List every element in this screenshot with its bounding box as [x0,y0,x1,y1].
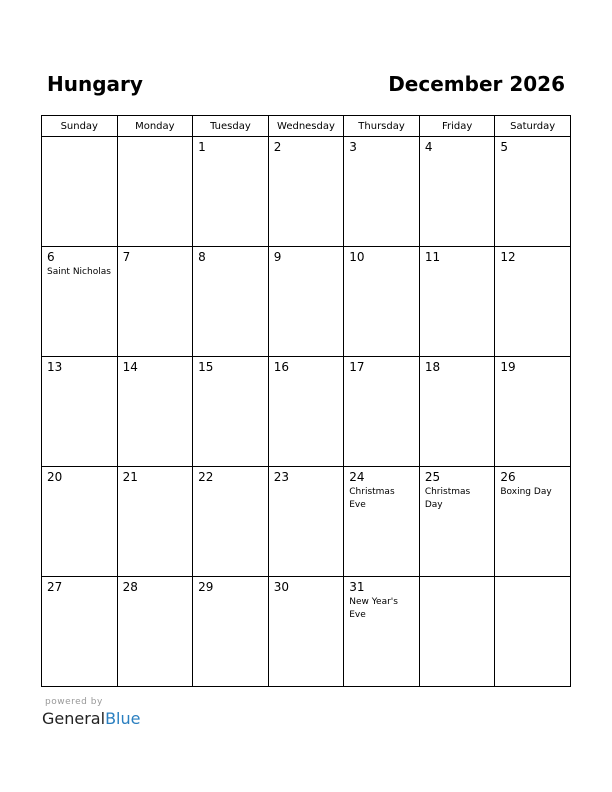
weekday-header: Wednesday [268,116,344,137]
day-cell [344,577,420,687]
day-number: 9 [273,250,282,264]
day-cell [193,577,269,687]
week-row [42,577,571,687]
weekday-header-row [42,116,571,137]
day-cell [193,357,269,467]
day-cell [495,357,571,467]
day-number: 4 [424,140,433,154]
day-cell [419,137,495,247]
day-cell [344,467,420,577]
day-cell [268,467,344,577]
weekday-header: Tuesday [193,116,269,137]
day-cell [42,357,118,467]
day-number: 19 [500,360,516,374]
day-cell [42,137,118,247]
day-cell [117,357,193,467]
week-row [42,247,571,357]
calendar-grid [41,115,571,687]
day-number: 15 [198,360,214,374]
day-number: 27 [47,580,63,594]
day-cell [42,247,118,357]
day-number: 17 [349,360,365,374]
day-number: 31 [349,580,365,594]
day-cell [117,137,193,247]
weekday-header: Friday [419,116,495,137]
day-number: 21 [122,470,138,484]
day-cell [117,247,193,357]
day-number: 12 [500,250,516,264]
day-number: 29 [198,580,214,594]
day-number: 3 [349,140,357,154]
day-number: 5 [500,140,509,154]
day-number: 22 [198,470,214,484]
day-number: 2 [273,140,282,154]
day-cell [268,137,344,247]
day-cell [495,577,571,687]
weekday-header: Monday [117,116,193,137]
day-number: 23 [273,470,289,484]
day-cell [117,577,193,687]
weekday-header: Thursday [344,116,420,137]
day-number: 11 [424,250,441,264]
day-cell [117,467,193,577]
day-number: 6 [47,250,55,264]
day-number: 10 [349,250,365,264]
day-cell [419,577,495,687]
holiday-label: Saint Nicholas [47,267,111,277]
day-cell [344,137,420,247]
day-number: 7 [122,250,131,264]
brand-blue: Blue [105,709,141,728]
day-number: 14 [122,360,138,374]
day-cell [495,247,571,357]
day-cell [268,577,344,687]
day-number: 25 [424,470,441,484]
day-cell [268,247,344,357]
day-cell [344,247,420,357]
month-title: December 2026 [388,72,565,96]
day-number: 8 [198,250,206,264]
day-cell [344,357,420,467]
day-number: 16 [273,360,289,374]
week-row [42,357,571,467]
country-title: Hungary [47,72,143,96]
day-number: 28 [122,580,138,594]
day-number: 1 [198,140,206,154]
brand-logo[interactable] [42,709,140,729]
day-cell [193,467,269,577]
holiday-label: Christmas Day [424,487,471,510]
brand-general: General [42,709,106,728]
day-cell [495,137,571,247]
footer-branding [42,697,140,729]
weekday-header: Saturday [495,116,571,137]
week-row [42,467,571,577]
day-cell [193,137,269,247]
week-row [42,137,571,247]
day-cell [42,577,118,687]
day-number: 13 [47,360,63,374]
day-cell [42,467,118,577]
day-number: 30 [273,580,289,594]
powered-by-label: powered by [45,697,103,707]
day-number: 26 [500,470,516,484]
day-number: 24 [349,470,365,484]
day-cell [193,247,269,357]
day-cell [419,357,495,467]
day-cell [495,467,571,577]
holiday-label: Boxing Day [500,487,552,497]
day-cell [268,357,344,467]
day-number: 18 [424,360,441,374]
day-number: 20 [47,470,63,484]
holiday-label: Christmas Eve [349,487,395,510]
day-cell [419,247,495,357]
day-cell [419,467,495,577]
holiday-label: New Year's Eve [349,597,398,620]
weekday-header: Sunday [42,116,118,137]
